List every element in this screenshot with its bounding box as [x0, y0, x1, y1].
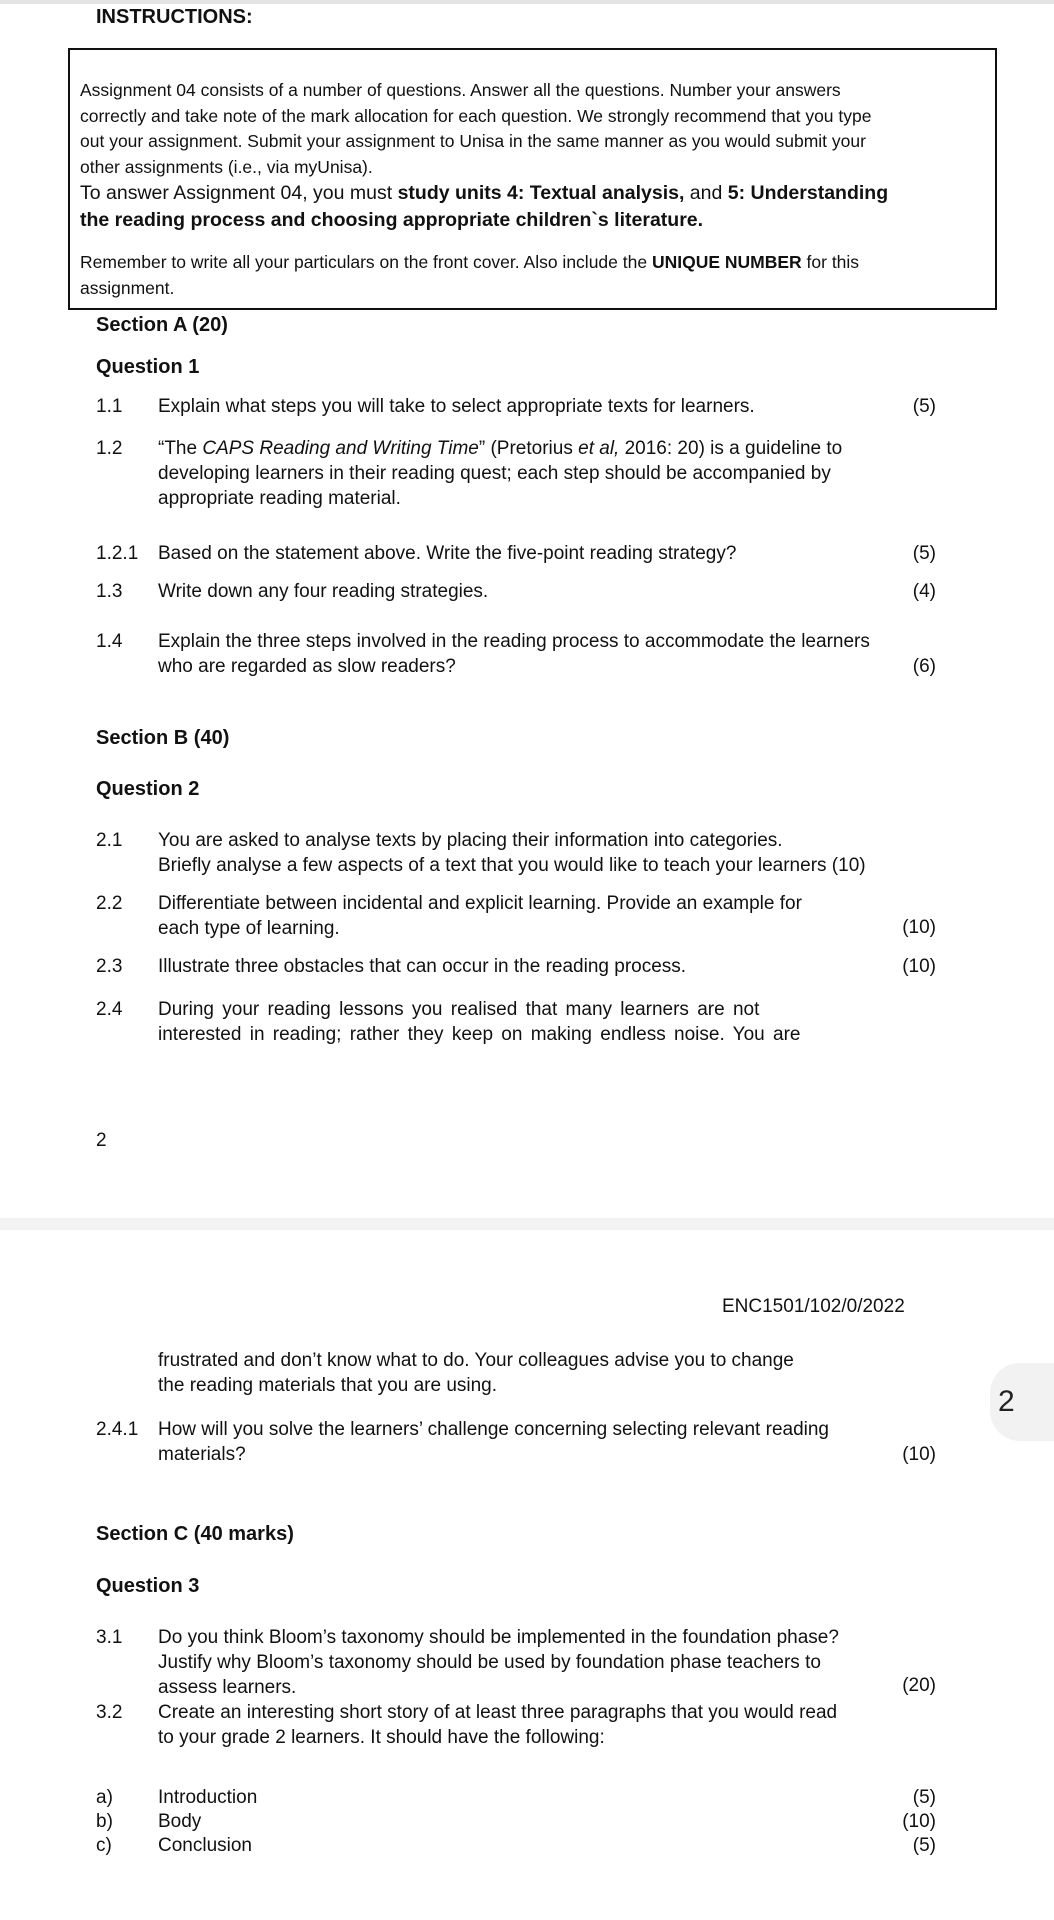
q2-1-text	[158, 828, 866, 878]
q2-4-line-2: interested in reading; rather they keep on making endless noise. You are	[158, 1024, 801, 1045]
story-part-c-letter: c)	[96, 1835, 112, 1856]
q1-2-1-text: Based on the statement above. Write the five-point reading strategy?	[158, 543, 737, 564]
story-parts-labels	[158, 1786, 257, 1858]
page-indicator-number: 2	[998, 1385, 1015, 1418]
story-part-a-letter: a)	[96, 1787, 113, 1808]
page-indicator-badge	[990, 1363, 1054, 1441]
story-part-conclusion: Conclusion	[158, 1835, 252, 1856]
page-break	[0, 1218, 1054, 1230]
q3-2-number: 3.2	[96, 1702, 123, 1723]
q3-2-line-1: Create an interesting short story of at least three paragraphs that you would read	[158, 1702, 838, 1723]
q2-4-1-line-1: How will you solve the learners’ challenge concerning selecting relevant reading	[158, 1419, 830, 1440]
q2-2-line-2: each type of learning.	[158, 918, 340, 939]
q1-4-number: 1.4	[96, 631, 123, 652]
story-part-introduction: Introduction	[158, 1787, 258, 1808]
question-2-heading: Question 2	[96, 778, 200, 800]
story-part-b-letter: b)	[96, 1811, 113, 1832]
q1-2-text	[158, 436, 842, 511]
section-c-heading: Section C (40 marks)	[96, 1523, 294, 1545]
q1-1-number: 1.1	[96, 396, 123, 417]
question-1-heading: Question 1	[96, 356, 200, 378]
section-b-heading: Section B (40)	[96, 727, 230, 749]
q3-1-number: 3.1	[96, 1627, 123, 1648]
story-part-c-marks: (5)	[912, 1835, 936, 1856]
study-text-pre: To answer Assignment 04, you must	[80, 182, 398, 204]
q2-2-number: 2.2	[96, 893, 123, 914]
q3-1-marks: (20)	[902, 1675, 936, 1696]
q2-4-cont-line-1: frustrated and don’t know what to do. Your colleagues advise you to change	[158, 1350, 794, 1371]
q2-4-continued-text	[158, 1348, 794, 1398]
story-part-b-marks: (10)	[902, 1811, 936, 1832]
q2-3-marks: (10)	[902, 956, 936, 977]
q2-4-cont-line-2: the reading materials that you are using.	[158, 1375, 498, 1396]
instr-line-3: out your assignment. Submit your assignment to Unisa in the same manner as you would submit your	[80, 131, 866, 151]
q2-3-text: Illustrate three obstacles that can occur in the reading process.	[158, 956, 687, 977]
q2-4-1-line-2: materials?	[158, 1444, 246, 1465]
front-text-line2: assignment.	[80, 277, 175, 298]
q1-4-line-1: Explain the three steps involved in the reading process to accommodate the learners	[158, 631, 870, 652]
document-code: ENC1501/102/0/2022	[722, 1296, 905, 1317]
q1-1-text: Explain what steps you will take to select appropriate texts for learners.	[158, 396, 755, 417]
q1-1-marks: (5)	[912, 396, 936, 417]
q1-3-marks: (4)	[912, 581, 936, 602]
q3-1-line-2: Justify why Bloom’s taxonomy should be used by foundation phase teachers to	[158, 1652, 821, 1673]
story-parts-letters	[96, 1786, 113, 1858]
q3-2-line-2: to your grade 2 learners. It should have the following:	[158, 1727, 605, 1748]
q1-2-quote-open: “The	[158, 438, 203, 459]
study-units-paragraph	[80, 180, 985, 234]
q1-2-text-post: 2016: 20) is a guideline to	[619, 438, 843, 459]
story-part-body: Body	[158, 1811, 202, 1832]
q1-3-text: Write down any four reading strategies.	[158, 581, 489, 602]
q2-3-number: 2.3	[96, 956, 123, 977]
q1-2-text-mid: ” (Pretorius	[478, 438, 579, 459]
q2-1-number: 2.1	[96, 830, 123, 851]
q1-2-1-number: 1.2.1	[96, 543, 139, 564]
instr-line-4: other assignments (i.e., via myUnisa).	[80, 156, 373, 177]
front-text-pre: Remember to write all your particulars on the front cover. Also include the	[80, 252, 652, 272]
question-3-heading: Question 3	[96, 1575, 200, 1597]
q2-4-1-number: 2.4.1	[96, 1419, 139, 1440]
q2-1-line-2: Briefly analyse a few aspects of a text that you would like to teach your learners (10)	[158, 855, 866, 876]
story-parts-marks	[856, 1786, 936, 1858]
q1-3-number: 1.3	[96, 581, 123, 602]
q3-1-line-1: Do you think Bloom’s taxonomy should be implemented in the foundation phase?	[158, 1627, 839, 1648]
instr-line-1: Assignment 04 consists of a number of questions. Answer all the questions. Number your answers	[80, 80, 841, 100]
instructions-heading: INSTRUCTIONS:	[96, 6, 253, 28]
q2-2-marks: (10)	[902, 917, 936, 938]
page-number: 2	[96, 1130, 107, 1151]
q1-2-line-3: appropriate reading material.	[158, 488, 401, 509]
q2-4-text	[158, 997, 800, 1047]
unique-number-label: UNIQUE NUMBER	[651, 252, 802, 272]
q2-4-number: 2.4	[96, 999, 123, 1020]
q2-4-1-text	[158, 1417, 829, 1467]
story-part-a-marks: (5)	[912, 1787, 936, 1808]
q1-2-title-italic: CAPS Reading and Writing Time	[202, 438, 479, 459]
q3-1-line-3: assess learners.	[158, 1677, 297, 1698]
study-units-5-cont: the reading process and choosing appropriate children`s literature.	[80, 209, 704, 231]
study-text-mid: and	[684, 182, 728, 204]
section-a-heading: Section A (20)	[96, 314, 228, 336]
top-divider	[0, 0, 1054, 4]
q2-2-line-1: Differentiate between incidental and explicit learning. Provide an example for	[158, 893, 802, 914]
instr-line-2: correctly and take note of the mark allocation for each question. We strongly recommend that you type	[80, 105, 872, 126]
instructions-paragraph	[80, 78, 985, 180]
q2-2-text	[158, 891, 802, 941]
q1-4-line-2: who are regarded as slow readers?	[158, 656, 456, 677]
q1-4-text	[158, 629, 870, 679]
q3-1-text	[158, 1625, 839, 1700]
q1-2-etal-italic: et al,	[578, 438, 620, 459]
q1-2-line-2: developing learners in their reading quest; each step should be accompanied by	[158, 463, 831, 484]
q1-2-number: 1.2	[96, 438, 123, 459]
q1-4-marks: (6)	[912, 656, 936, 677]
q3-2-text	[158, 1700, 837, 1750]
q1-2-1-marks: (5)	[912, 543, 936, 564]
study-units-4: study units 4: Textual analysis,	[397, 182, 685, 204]
instructions-box	[68, 48, 997, 310]
q2-4-1-marks: (10)	[902, 1444, 936, 1465]
study-units-5: 5: Understanding	[727, 182, 889, 204]
q2-1-line-1: You are asked to analyse texts by placing their information into categories.	[158, 830, 783, 851]
front-cover-paragraph	[80, 250, 985, 301]
front-text-post: for this	[801, 252, 860, 272]
q2-4-line-1: During your reading lessons you realised that many learners are not	[158, 999, 760, 1020]
